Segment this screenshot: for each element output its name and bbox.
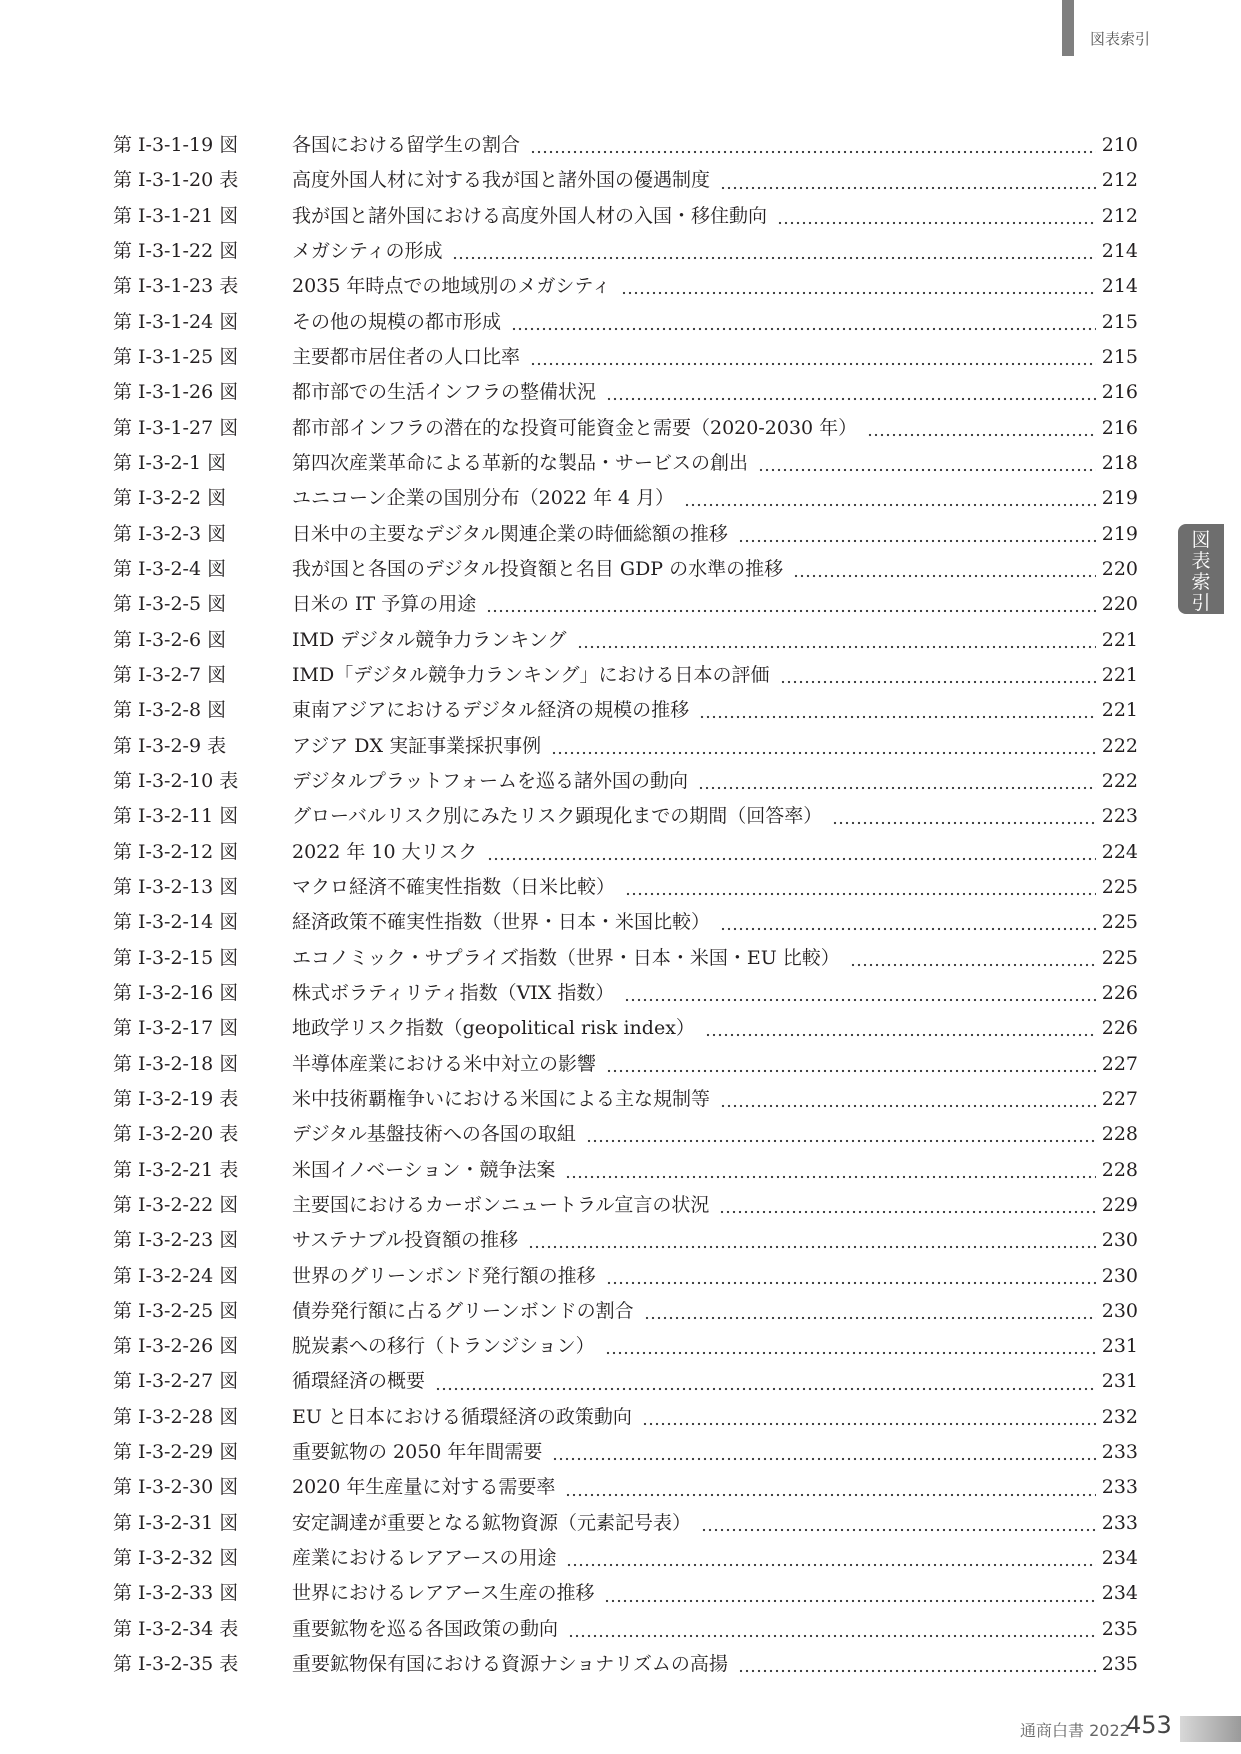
entry-page[interactable]: 221 — [1101, 628, 1138, 651]
leader-dots — [551, 729, 1096, 764]
entry-page[interactable]: 224 — [1101, 840, 1138, 863]
entry-page[interactable]: 233 — [1101, 1476, 1138, 1499]
entry-title[interactable]: 米中技術覇権争いにおける米国による主な規制等 — [292, 1087, 711, 1110]
entry-title[interactable]: 経済政策不確実性指数（世界・日本・米国比較） — [292, 911, 711, 934]
entry-number: 第 I-3-2-6 図 — [113, 628, 227, 651]
index-entry[interactable] — [0, 234, 1241, 269]
index-entry[interactable] — [0, 199, 1241, 234]
leader-dots — [565, 1471, 1095, 1506]
index-entry[interactable] — [0, 976, 1241, 1011]
entry-leader-line — [292, 1117, 1138, 1152]
leader-dots — [832, 799, 1095, 834]
entry-title[interactable]: 脱炭素への移行（トランジション） — [292, 1335, 595, 1358]
entry-number: 第 I-3-2-7 図 — [113, 663, 227, 686]
entry-number: 第 I-3-2-15 図 — [113, 946, 239, 969]
entry-page[interactable]: 227 — [1101, 1052, 1138, 1075]
leader-dots — [606, 1047, 1096, 1082]
entry-number: 第 I-3-1-22 図 — [113, 239, 239, 262]
entry-title[interactable]: 重要鉱物の 2050 年年間需要 — [292, 1441, 543, 1464]
entry-number: 第 I-3-2-20 表 — [113, 1123, 239, 1146]
entry-title[interactable]: 2035 年時点での地域別のメガシティ — [292, 275, 611, 298]
entry-title[interactable]: 世界におけるレアアース生産の推移 — [292, 1582, 595, 1605]
entry-number: 第 I-3-2-17 図 — [113, 1017, 239, 1040]
entry-page[interactable]: 234 — [1101, 1582, 1138, 1605]
header-accent-bar — [1062, 0, 1074, 56]
entry-title[interactable]: 日米の IT 予算の用途 — [292, 593, 477, 616]
index-entry[interactable] — [0, 1470, 1241, 1505]
entry-title[interactable]: グローバルリスク別にみたリスク顕現化までの期間（回答率） — [292, 805, 823, 828]
entry-title[interactable]: サステナブル投資額の推移 — [292, 1229, 519, 1252]
entry-title[interactable]: エコノミック・サプライズ指数（世界・日本・米国・EU 比較） — [292, 946, 840, 969]
index-entry[interactable] — [0, 1259, 1241, 1294]
entry-page[interactable]: 216 — [1101, 381, 1138, 404]
entry-leader-line — [292, 340, 1138, 375]
index-entry[interactable] — [0, 1541, 1241, 1576]
section-label: 図表索引 — [1090, 30, 1151, 48]
index-entry[interactable] — [0, 658, 1241, 693]
index-entry[interactable] — [0, 517, 1241, 552]
leader-dots — [719, 1188, 1095, 1223]
entry-leader-line — [292, 1153, 1138, 1188]
entry-number: 第 I-3-2-33 図 — [113, 1582, 239, 1605]
entry-title[interactable]: 2022 年 10 大リスク — [292, 840, 478, 863]
entry-number: 第 I-3-2-12 図 — [113, 840, 239, 863]
entry-leader-line — [292, 1576, 1138, 1611]
index-entry[interactable] — [0, 446, 1241, 481]
entry-number: 第 I-3-2-3 図 — [113, 522, 227, 545]
index-entry[interactable] — [0, 1047, 1241, 1082]
leader-dots — [738, 517, 1096, 552]
entry-title[interactable]: 安定調達が重要となる鉱物資源（元素記号表） — [292, 1511, 692, 1534]
entry-number: 第 I-3-2-2 図 — [113, 487, 227, 510]
entry-leader-line — [292, 234, 1138, 269]
entry-leader-line — [292, 1294, 1138, 1329]
side-tab-label: 図表索引 — [1191, 529, 1211, 614]
entry-title[interactable]: その他の規模の都市形成 — [292, 310, 502, 333]
entry-leader-line — [292, 1612, 1138, 1647]
entry-leader-line — [292, 552, 1138, 587]
entry-page[interactable]: 235 — [1101, 1617, 1138, 1640]
entry-title[interactable]: EU と日本における循環経済の政策動向 — [292, 1405, 632, 1428]
index-entry[interactable] — [0, 835, 1241, 870]
entry-page[interactable]: 230 — [1101, 1264, 1138, 1287]
index-entry[interactable] — [0, 693, 1241, 728]
publication-title: 通商白書 2022 — [1020, 1721, 1130, 1740]
entry-leader-line — [292, 658, 1138, 693]
entry-title[interactable]: IMD デジタル競争力ランキング — [292, 628, 567, 651]
entry-page[interactable]: 212 — [1101, 204, 1138, 227]
leader-dots — [699, 693, 1096, 728]
entry-leader-line — [292, 1188, 1138, 1223]
entry-leader-line — [292, 269, 1138, 304]
entry-leader-line — [292, 941, 1138, 976]
entry-title[interactable]: 産業におけるレアアースの用途 — [292, 1547, 557, 1570]
entry-page[interactable]: 214 — [1101, 275, 1138, 298]
leader-dots — [566, 1541, 1095, 1576]
entry-leader-line — [292, 1259, 1138, 1294]
entry-leader-line — [292, 411, 1138, 446]
leader-dots — [625, 870, 1096, 905]
entry-number: 第 I-3-2-16 図 — [113, 981, 239, 1004]
leader-dots — [780, 658, 1096, 693]
leader-dots — [705, 1011, 1096, 1046]
index-entry[interactable] — [0, 1329, 1241, 1364]
entry-page[interactable]: 218 — [1101, 451, 1138, 474]
entry-leader-line — [292, 587, 1138, 622]
entry-page[interactable]: 231 — [1101, 1335, 1138, 1358]
leader-dots — [528, 1223, 1096, 1258]
entry-number: 第 I-3-2-28 図 — [113, 1405, 239, 1428]
entry-title[interactable]: 各国における留学生の割合 — [292, 134, 521, 156]
entry-page[interactable]: 219 — [1101, 487, 1138, 510]
entry-number: 第 I-3-2-27 図 — [113, 1370, 239, 1393]
leader-dots — [604, 1577, 1095, 1612]
leader-dots — [435, 1365, 1096, 1400]
entry-page[interactable]: 226 — [1101, 981, 1138, 1004]
index-entry[interactable] — [0, 1435, 1241, 1470]
entry-page[interactable]: 227 — [1101, 1087, 1138, 1110]
entry-page[interactable]: 210 — [1101, 134, 1138, 156]
entry-leader-line — [292, 1541, 1138, 1576]
index-entry[interactable] — [0, 340, 1241, 375]
entry-title[interactable]: 世界のグリーンボンド発行額の推移 — [292, 1264, 596, 1287]
index-entry[interactable] — [0, 1364, 1241, 1399]
index-entry[interactable] — [0, 269, 1241, 304]
entry-title[interactable]: メガシティの形成 — [292, 239, 443, 262]
leader-dots — [644, 1294, 1096, 1329]
entry-title[interactable]: 地政学リスク指数（geopolitical risk index） — [292, 1017, 695, 1040]
index-entry[interactable] — [0, 552, 1241, 587]
page-number: 453 — [1126, 1711, 1172, 1739]
entry-number: 第 I-3-2-21 表 — [113, 1158, 239, 1181]
entry-page[interactable]: 226 — [1101, 1017, 1138, 1040]
entry-number: 第 I-3-2-19 表 — [113, 1087, 239, 1110]
entry-title[interactable]: 半導体産業における米中対立の影響 — [292, 1052, 597, 1075]
entry-number: 第 I-3-2-11 図 — [113, 805, 239, 828]
entry-number: 第 I-3-1-24 図 — [113, 310, 239, 333]
leader-dots — [586, 1117, 1096, 1152]
entry-page[interactable]: 215 — [1101, 345, 1138, 368]
entry-number: 第 I-3-1-27 図 — [113, 416, 239, 439]
index-entry[interactable] — [0, 1576, 1241, 1611]
entry-number: 第 I-3-2-10 表 — [113, 769, 239, 792]
index-entry[interactable] — [0, 1612, 1241, 1647]
entry-leader-line — [292, 1364, 1138, 1399]
entry-number: 第 I-3-2-23 図 — [113, 1229, 239, 1252]
leader-dots — [605, 1329, 1096, 1364]
entry-number: 第 I-3-2-26 図 — [113, 1335, 239, 1358]
entry-leader-line — [292, 905, 1138, 940]
entry-number: 第 I-3-2-5 図 — [113, 593, 227, 616]
entry-title[interactable]: 株式ボラティリティ指数（VIX 指数） — [292, 981, 615, 1004]
entry-title[interactable]: デジタルプラットフォームを巡る諸外国の動向 — [292, 769, 688, 792]
entry-number: 第 I-3-2-24 図 — [113, 1264, 239, 1287]
leader-dots — [568, 1612, 1096, 1647]
index-entry[interactable] — [0, 163, 1241, 198]
index-entry[interactable] — [0, 1117, 1241, 1152]
entry-page[interactable]: 225 — [1101, 946, 1138, 969]
entry-leader-line — [292, 305, 1138, 340]
entry-leader-line — [292, 693, 1138, 728]
entry-page[interactable]: 222 — [1101, 769, 1138, 792]
entry-page[interactable]: 220 — [1101, 557, 1138, 580]
entry-leader-line — [292, 163, 1138, 198]
leader-dots — [758, 446, 1096, 481]
leader-dots — [624, 976, 1095, 1011]
leader-dots — [577, 623, 1096, 658]
entry-number: 第 I-3-2-18 図 — [113, 1052, 239, 1075]
entry-title[interactable]: 都市部インフラの潜在的な投資可能資金と需要（2020-2030 年） — [292, 416, 858, 439]
entry-page[interactable]: 230 — [1101, 1299, 1138, 1322]
entry-number: 第 I-3-2-29 図 — [113, 1441, 239, 1464]
entry-page[interactable]: 228 — [1101, 1158, 1138, 1181]
entry-number: 第 I-3-2-34 表 — [113, 1617, 239, 1640]
entry-page[interactable]: 223 — [1101, 805, 1138, 828]
leader-dots — [793, 552, 1096, 587]
figure-index-list — [0, 128, 1241, 1682]
entry-leader-line — [292, 1647, 1138, 1682]
leader-dots — [452, 234, 1095, 269]
index-entry[interactable] — [0, 1400, 1241, 1435]
leader-dots — [738, 1647, 1096, 1682]
entry-page[interactable]: 220 — [1101, 593, 1138, 616]
entry-number: 第 I-3-1-19 図 — [113, 134, 239, 156]
index-entry[interactable] — [0, 1011, 1241, 1046]
entry-number: 第 I-3-2-22 図 — [113, 1193, 239, 1216]
entry-leader-line — [292, 128, 1138, 163]
entry-leader-line — [292, 835, 1138, 870]
leader-dots — [701, 1506, 1096, 1541]
index-entry[interactable] — [0, 128, 1241, 163]
footer-accent-bar — [1180, 1716, 1241, 1742]
entry-title[interactable]: マクロ経済不確実性指数（日米比較） — [292, 875, 616, 898]
entry-number: 第 I-3-2-9 表 — [113, 734, 227, 757]
entry-page[interactable]: 233 — [1101, 1441, 1138, 1464]
entry-title[interactable]: 高度外国人材に対する我が国と諸外国の優遇制度 — [292, 169, 711, 192]
leader-dots — [642, 1400, 1096, 1435]
entry-title[interactable]: 債券発行額に占るグリーンボンドの割合 — [292, 1299, 634, 1322]
index-entry[interactable] — [0, 305, 1241, 340]
entry-number: 第 I-3-2-13 図 — [113, 875, 239, 898]
entry-page[interactable]: 222 — [1101, 734, 1138, 757]
entry-number: 第 I-3-2-14 図 — [113, 911, 239, 934]
entry-title[interactable]: IMD「デジタル競争力ランキング」における日本の評価 — [292, 663, 770, 686]
entry-leader-line — [292, 1223, 1138, 1258]
index-entry[interactable] — [0, 1647, 1241, 1682]
entry-title[interactable]: 都市部での生活インフラの整備状況 — [292, 381, 597, 404]
entry-leader-line — [292, 1047, 1138, 1082]
entry-leader-line — [292, 1435, 1138, 1470]
index-entry[interactable] — [0, 587, 1241, 622]
entry-leader-line — [292, 375, 1138, 410]
leader-dots — [867, 411, 1096, 446]
entry-number: 第 I-3-2-31 図 — [113, 1511, 239, 1534]
entry-leader-line — [292, 1011, 1138, 1046]
entry-page[interactable]: 232 — [1101, 1405, 1138, 1428]
index-entry[interactable] — [0, 941, 1241, 976]
entry-page[interactable]: 215 — [1101, 310, 1138, 333]
entry-number: 第 I-3-2-30 図 — [113, 1476, 239, 1499]
entry-title[interactable]: 日米中の主要なデジタル関連企業の時価総額の推移 — [292, 522, 728, 545]
leader-dots — [565, 1153, 1095, 1188]
entry-title[interactable]: デジタル基盤技術への各国の取組 — [292, 1123, 576, 1146]
entry-title[interactable]: 主要都市居住者の人口比率 — [292, 345, 521, 368]
entry-leader-line — [292, 729, 1138, 764]
index-entry[interactable] — [0, 1506, 1241, 1541]
entry-leader-line — [292, 1400, 1138, 1435]
entry-title[interactable]: 第四次産業革命による革新的な製品・サービスの創出 — [292, 451, 749, 474]
entry-title[interactable]: 我が国と諸外国における高度外国人材の入国・移住動向 — [292, 204, 768, 227]
entry-page[interactable]: 212 — [1101, 169, 1138, 192]
entry-page[interactable]: 230 — [1101, 1229, 1138, 1252]
entry-leader-line — [292, 764, 1138, 799]
entry-leader-line — [292, 1329, 1138, 1364]
leader-dots — [720, 1082, 1096, 1117]
entry-title[interactable]: 2020 年生産量に対する需要率 — [292, 1476, 556, 1499]
index-entry[interactable] — [0, 1223, 1241, 1258]
entry-title[interactable]: 東南アジアにおけるデジタル経済の規模の推移 — [292, 699, 690, 722]
entry-page[interactable]: 221 — [1101, 663, 1138, 686]
entry-number: 第 I-3-1-26 図 — [113, 381, 239, 404]
entry-title[interactable]: 循環経済の概要 — [292, 1370, 426, 1393]
entry-leader-line — [292, 481, 1138, 516]
index-entry[interactable] — [0, 905, 1241, 940]
entry-page[interactable]: 228 — [1101, 1123, 1138, 1146]
entry-title[interactable]: 米国イノベーション・競争法案 — [292, 1158, 556, 1181]
entry-number: 第 I-3-2-8 図 — [113, 699, 227, 722]
leader-dots — [552, 1435, 1095, 1470]
leader-dots — [511, 305, 1096, 340]
entry-number: 第 I-3-2-25 図 — [113, 1299, 239, 1322]
entry-leader-line — [292, 870, 1138, 905]
entry-page[interactable]: 216 — [1101, 416, 1138, 439]
index-entry[interactable] — [0, 623, 1241, 658]
leader-dots — [530, 128, 1096, 163]
entry-page[interactable]: 233 — [1101, 1511, 1138, 1534]
index-entry[interactable] — [0, 1188, 1241, 1223]
index-entry[interactable] — [0, 799, 1241, 834]
entry-title[interactable]: 重要鉱物保有国における資源ナショナリズムの高揚 — [292, 1653, 728, 1676]
index-entry[interactable] — [0, 411, 1241, 446]
entry-page[interactable]: 229 — [1101, 1193, 1138, 1216]
entry-number: 第 I-3-1-25 図 — [113, 345, 239, 368]
entry-title[interactable]: アジア DX 実証事業採択事例 — [292, 734, 542, 757]
entry-leader-line — [292, 799, 1138, 834]
index-entry[interactable] — [0, 375, 1241, 410]
index-entry[interactable] — [0, 1082, 1241, 1117]
entry-leader-line — [292, 199, 1138, 234]
index-entry[interactable] — [0, 764, 1241, 799]
entry-number: 第 I-3-2-1 図 — [113, 451, 227, 474]
entry-leader-line — [292, 446, 1138, 481]
leader-dots — [486, 587, 1095, 622]
entry-number: 第 I-3-2-32 図 — [113, 1547, 239, 1570]
entry-leader-line — [292, 1082, 1138, 1117]
index-entry[interactable] — [0, 870, 1241, 905]
entry-leader-line — [292, 1470, 1138, 1505]
entry-leader-line — [292, 517, 1138, 552]
leader-dots — [698, 764, 1096, 799]
leader-dots — [530, 340, 1096, 375]
leader-dots — [606, 1259, 1096, 1294]
entry-page[interactable]: 221 — [1101, 699, 1138, 722]
leader-dots — [720, 164, 1096, 199]
leader-dots — [621, 269, 1096, 304]
index-entry[interactable] — [0, 481, 1241, 516]
leader-dots — [606, 375, 1096, 410]
leader-dots — [850, 941, 1096, 976]
entry-title[interactable]: ユニコーン企業の国別分布（2022 年 4 月） — [292, 487, 675, 510]
index-entry[interactable] — [0, 729, 1241, 764]
entry-number: 第 I-3-2-4 図 — [113, 557, 227, 580]
leader-dots — [487, 835, 1095, 870]
entry-leader-line — [292, 623, 1138, 658]
entry-leader-line — [292, 1506, 1138, 1541]
index-entry[interactable] — [0, 1294, 1241, 1329]
leader-dots — [684, 481, 1096, 516]
entry-title[interactable]: 主要国におけるカーボンニュートラル宣言の状況 — [292, 1193, 710, 1216]
entry-title[interactable]: 重要鉱物を巡る各国政策の動向 — [292, 1617, 559, 1640]
entry-page[interactable]: 234 — [1101, 1547, 1138, 1570]
entry-page[interactable]: 225 — [1101, 911, 1138, 934]
leader-dots — [777, 199, 1096, 234]
entry-number: 第 I-3-2-35 表 — [113, 1653, 239, 1676]
entry-number: 第 I-3-1-20 表 — [113, 169, 239, 192]
entry-leader-line — [292, 976, 1138, 1011]
entry-page[interactable]: 235 — [1101, 1653, 1138, 1676]
entry-page[interactable]: 219 — [1101, 522, 1138, 545]
leader-dots — [720, 905, 1096, 940]
entry-number: 第 I-3-1-23 表 — [113, 275, 239, 298]
entry-page[interactable]: 214 — [1101, 239, 1138, 262]
entry-page[interactable]: 231 — [1101, 1370, 1138, 1393]
entry-number: 第 I-3-1-21 図 — [113, 204, 239, 227]
entry-page[interactable]: 225 — [1101, 875, 1138, 898]
index-entry[interactable] — [0, 1153, 1241, 1188]
entry-title[interactable]: 我が国と各国のデジタル投資額と名目 GDP の水準の推移 — [292, 557, 784, 580]
